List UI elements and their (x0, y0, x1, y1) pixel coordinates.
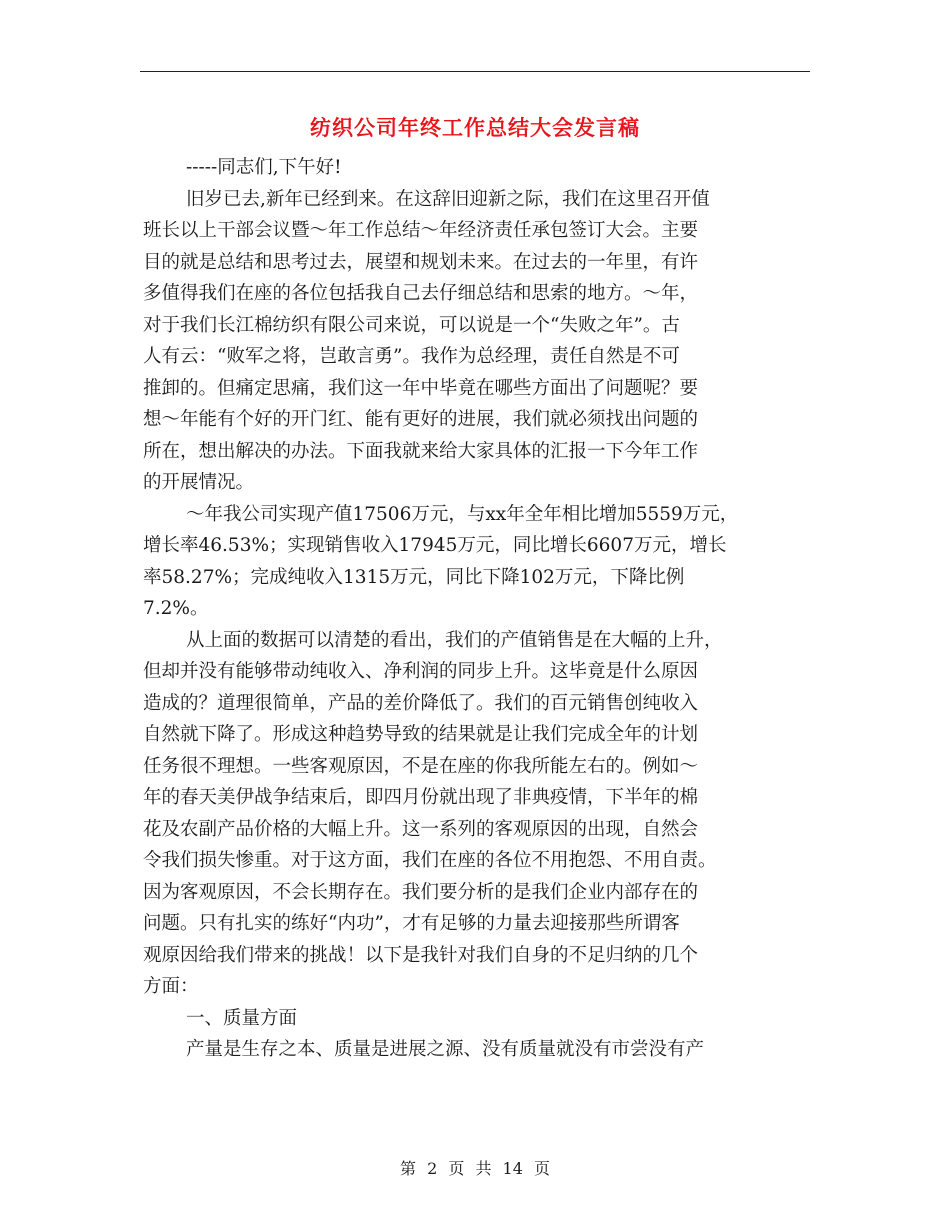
paragraph-line: 7.2%。 (143, 598, 209, 619)
paragraph-line: 花及农副产品价格的大幅上升。这一系列的客观原因的出现，自然会 (143, 818, 699, 840)
paragraph-line: 推卸的。但痛定思痛，我们这一年中毕竟在哪些方面出了问题呢？要 (143, 377, 699, 399)
page-number: 第 2 页 共 14 页 (400, 1159, 550, 1178)
paragraph-line: 自然就下降了。形成这种趋势导致的结果就是让我们完成全年的计划 (143, 724, 699, 745)
paragraph-line: 从上面的数据可以清楚的看出，我们的产值销售是在大幅的上升， (186, 629, 723, 651)
header-rule (140, 71, 810, 72)
paragraph-line: 年的春天美伊战争结束后，即四月份就出现了非典疫情，下半年的棉 (143, 787, 699, 808)
paragraph-line: 令我们损失惨重。对于这方面，我们在座的各位不用抱怨、不用自责。 (143, 850, 717, 871)
paragraph-line: 班长以上干部会议暨～年工作总结～年经济责任承包签订大会。主要 (143, 220, 699, 241)
paragraph-line: 率58.27%；完成纯收入1315万元，同比下降102万元，下降比例 (143, 566, 685, 588)
document-title: 纺织公司年终工作总结大会发言稿 (310, 115, 640, 140)
paragraph-line: 的开展情况。 (143, 472, 255, 493)
paragraph-line: 产量是生存之本、质量是进展之源、没有质量就没有市尝没有产 (186, 1039, 705, 1060)
paragraph-line: 旧岁已去,新年已经到来。在这辞旧迎新之际，我们在这里召开值 (186, 188, 710, 210)
document-body (143, 152, 823, 1066)
paragraph-line: 增长率46.53%；实现销售收入17945万元，同比增长6607万元，增长 (143, 535, 727, 556)
paragraph-line: 想～年能有个好的开门红、能有更好的进展，我们就必须找出问题的 (143, 409, 699, 430)
paragraph-line: 任务很不理想。一些客观原因，不是在座的你我所能左右的。例如～ (143, 755, 699, 777)
paragraph-line: 人有云：“败军之将，岂敢言勇”。我作为总经理，责任自然是不可 (143, 346, 680, 367)
paragraph-line: 一、质量方面 (186, 1007, 298, 1029)
paragraph-line: 造成的？道理很简单，产品的差价降低了。我们的百元销售创纯收入 (143, 692, 699, 714)
paragraph-line: 所在，想出解决的办法。下面我就来给大家具体的汇报一下今年工作 (143, 440, 699, 462)
paragraph-line: 但却并没有能够带动纯收入、净利润的同步上升。这毕竟是什么原因 (143, 661, 699, 682)
paragraph-line: 对于我们长江棉纺织有限公司来说，可以说是一个“失败之年”。古 (143, 314, 680, 336)
paragraph-line: 多值得我们在座的各位包括我自己去仔细总结和思索的地方。～年， (143, 283, 699, 304)
paragraph-line: 因为客观原因，不会长期存在。我们要分析的是我们企业内部存在的 (143, 881, 699, 903)
paragraph-line: 观原因给我们带来的挑战！以下是我针对我们自身的不足归纳的几个 (143, 944, 699, 966)
paragraph-line: ～年我公司实现产值17506万元，与xx年全年相比增加5559万元， (186, 503, 739, 525)
paragraph-line: -----同志们,下午好! (186, 157, 342, 178)
paragraph-line: 问题。只有扎实的练好“内功”，才有足够的力量去迎接那些所谓客 (143, 913, 680, 934)
paragraph-line: 方面： (143, 976, 199, 997)
paragraph-line: 目的就是总结和思考过去，展望和规划未来。在过去的一年里，有许 (143, 251, 699, 273)
